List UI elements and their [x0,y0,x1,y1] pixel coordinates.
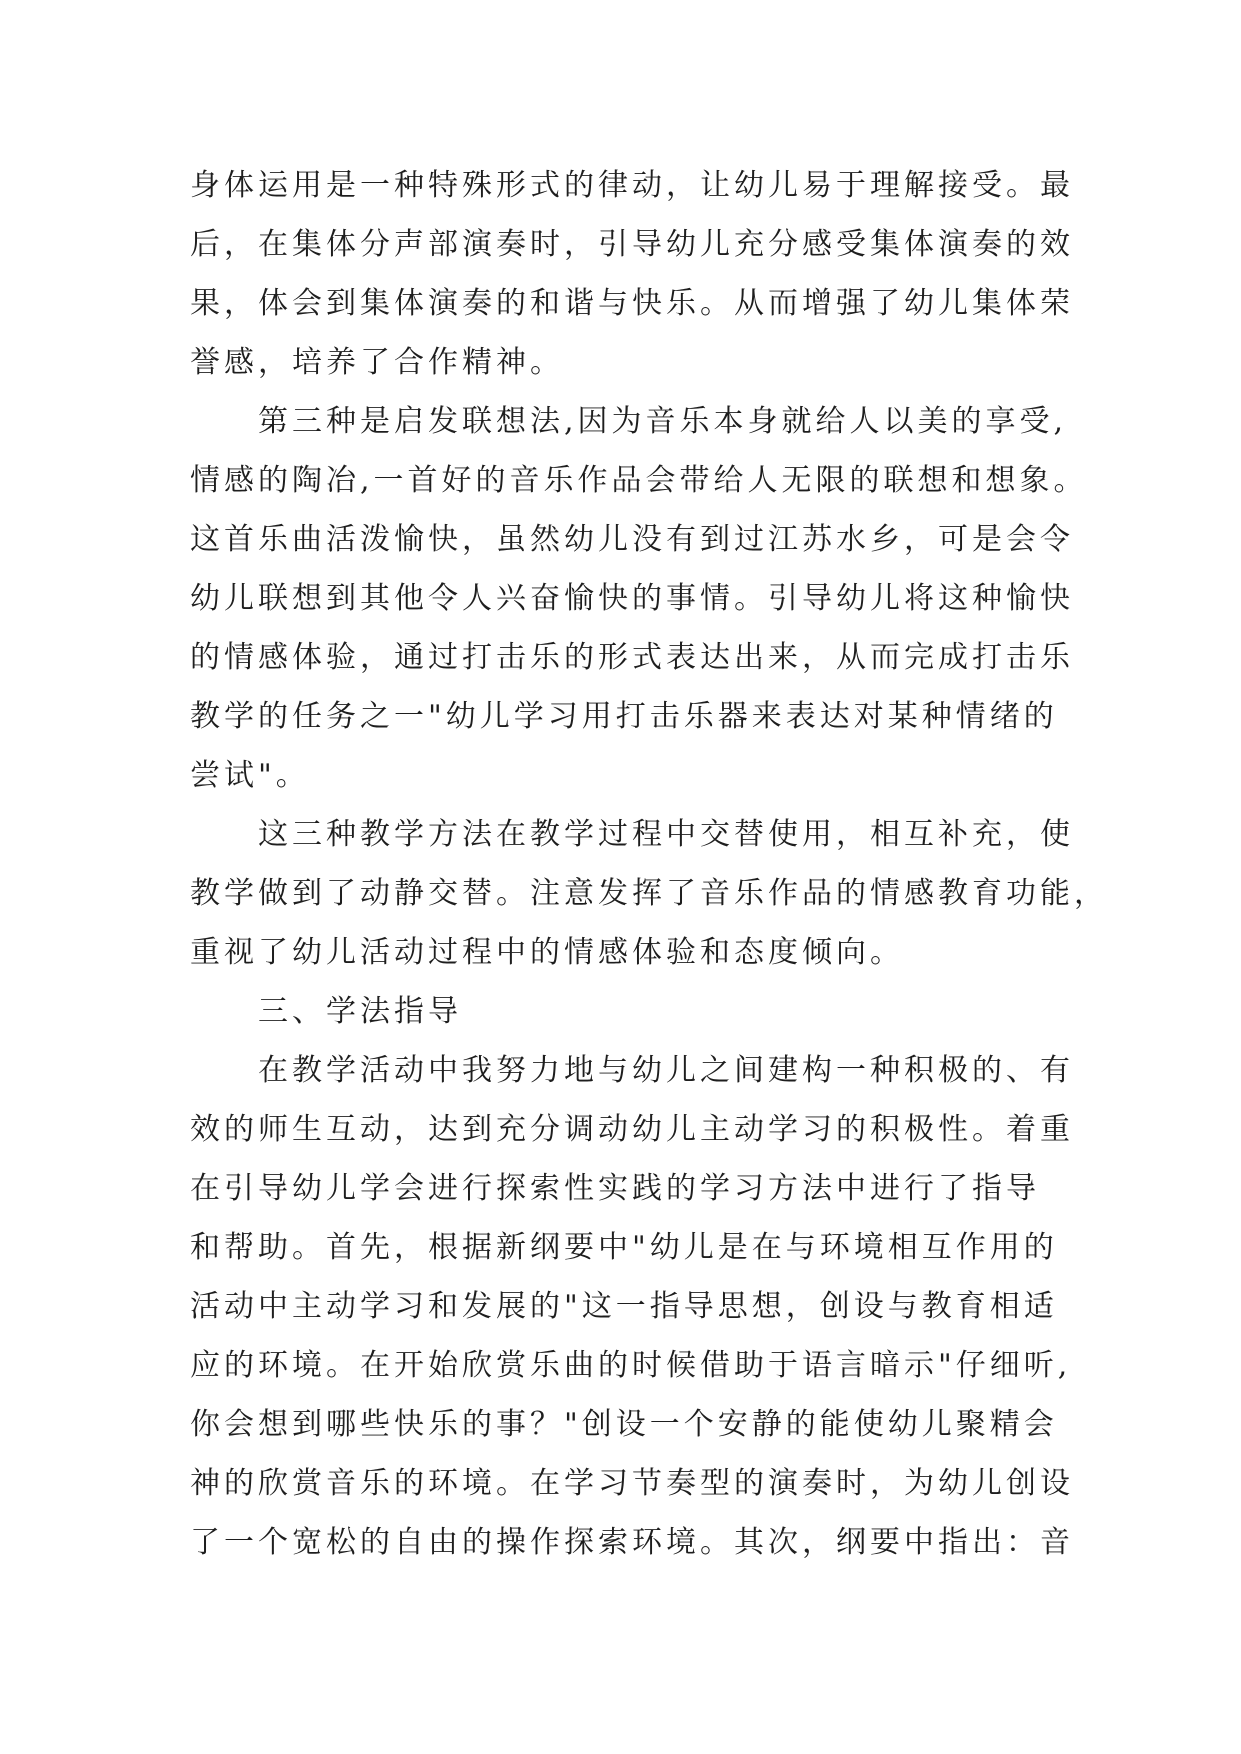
text-line: 效的师生互动，达到充分调动幼儿主动学习的积极性。着重 [190,1112,1074,1147]
text-line: 了一个宽松的自由的操作探索环境。其次，纲要中指出：音 [190,1525,1074,1560]
text-line: 你会想到哪些快乐的事？"创设一个安静的能使幼儿聚精会 [190,1407,1058,1442]
text-line: 的情感体验，通过打击乐的形式表达出来，从而完成打击乐 [190,640,1074,675]
text-line: 情感的陶冶,一首好的音乐作品会带给人无限的联想和想象。 [190,463,1088,498]
text-line: 这首乐曲活泼愉快，虽然幼儿没有到过江苏水乡，可是会令 [190,522,1074,557]
text-line: 果，体会到集体演奏的和谐与快乐。从而增强了幼儿集体荣 [190,286,1074,321]
text-line: 神的欣赏音乐的环境。在学习节奏型的演奏时，为幼儿创设 [190,1466,1074,1501]
text-line: 身体运用是一种特殊形式的律动，让幼儿易于理解接受。最 [190,168,1074,203]
text-line: 重视了幼儿活动过程中的情感体验和态度倾向。 [190,935,904,970]
text-line: 在引导幼儿学会进行探索性实践的学习方法中进行了指导 [190,1171,1040,1206]
text-line: 应的环境。在开始欣赏乐曲的时候借助于语言暗示"仔细听, [190,1348,1072,1383]
text-line: 尝试"。 [190,758,310,793]
document-body [190,156,1108,1572]
text-line: 活动中主动学习和发展的"这一指导思想，创设与教育相适 [190,1289,1058,1324]
paragraph-start-line: 第三种是启发联想法,因为音乐本身就给人以美的享受, [258,404,1068,439]
text-line: 教学做到了动静交替。注意发挥了音乐作品的情感教育功能， [190,876,1108,911]
text-line: 后，在集体分声部演奏时，引导幼儿充分感受集体演奏的效 [190,227,1074,262]
text-line: 誉感，培养了合作精神。 [190,345,564,380]
paragraph-start-line: 这三种教学方法在教学过程中交替使用，相互补充，使 [258,817,1074,852]
text-line: 和帮助。首先，根据新纲要中"幼儿是在与环境相互作用的 [190,1230,1058,1265]
section-heading: 三、学法指导 [258,994,462,1029]
paragraph-start-line: 在教学活动中我努力地与幼儿之间建构一种积极的、有 [258,1053,1074,1088]
text-line: 教学的任务之一"幼儿学习用打击乐器来表达对某种情绪的 [190,699,1058,734]
text-line: 幼儿联想到其他令人兴奋愉快的事情。引导幼儿将这种愉快 [190,581,1074,616]
